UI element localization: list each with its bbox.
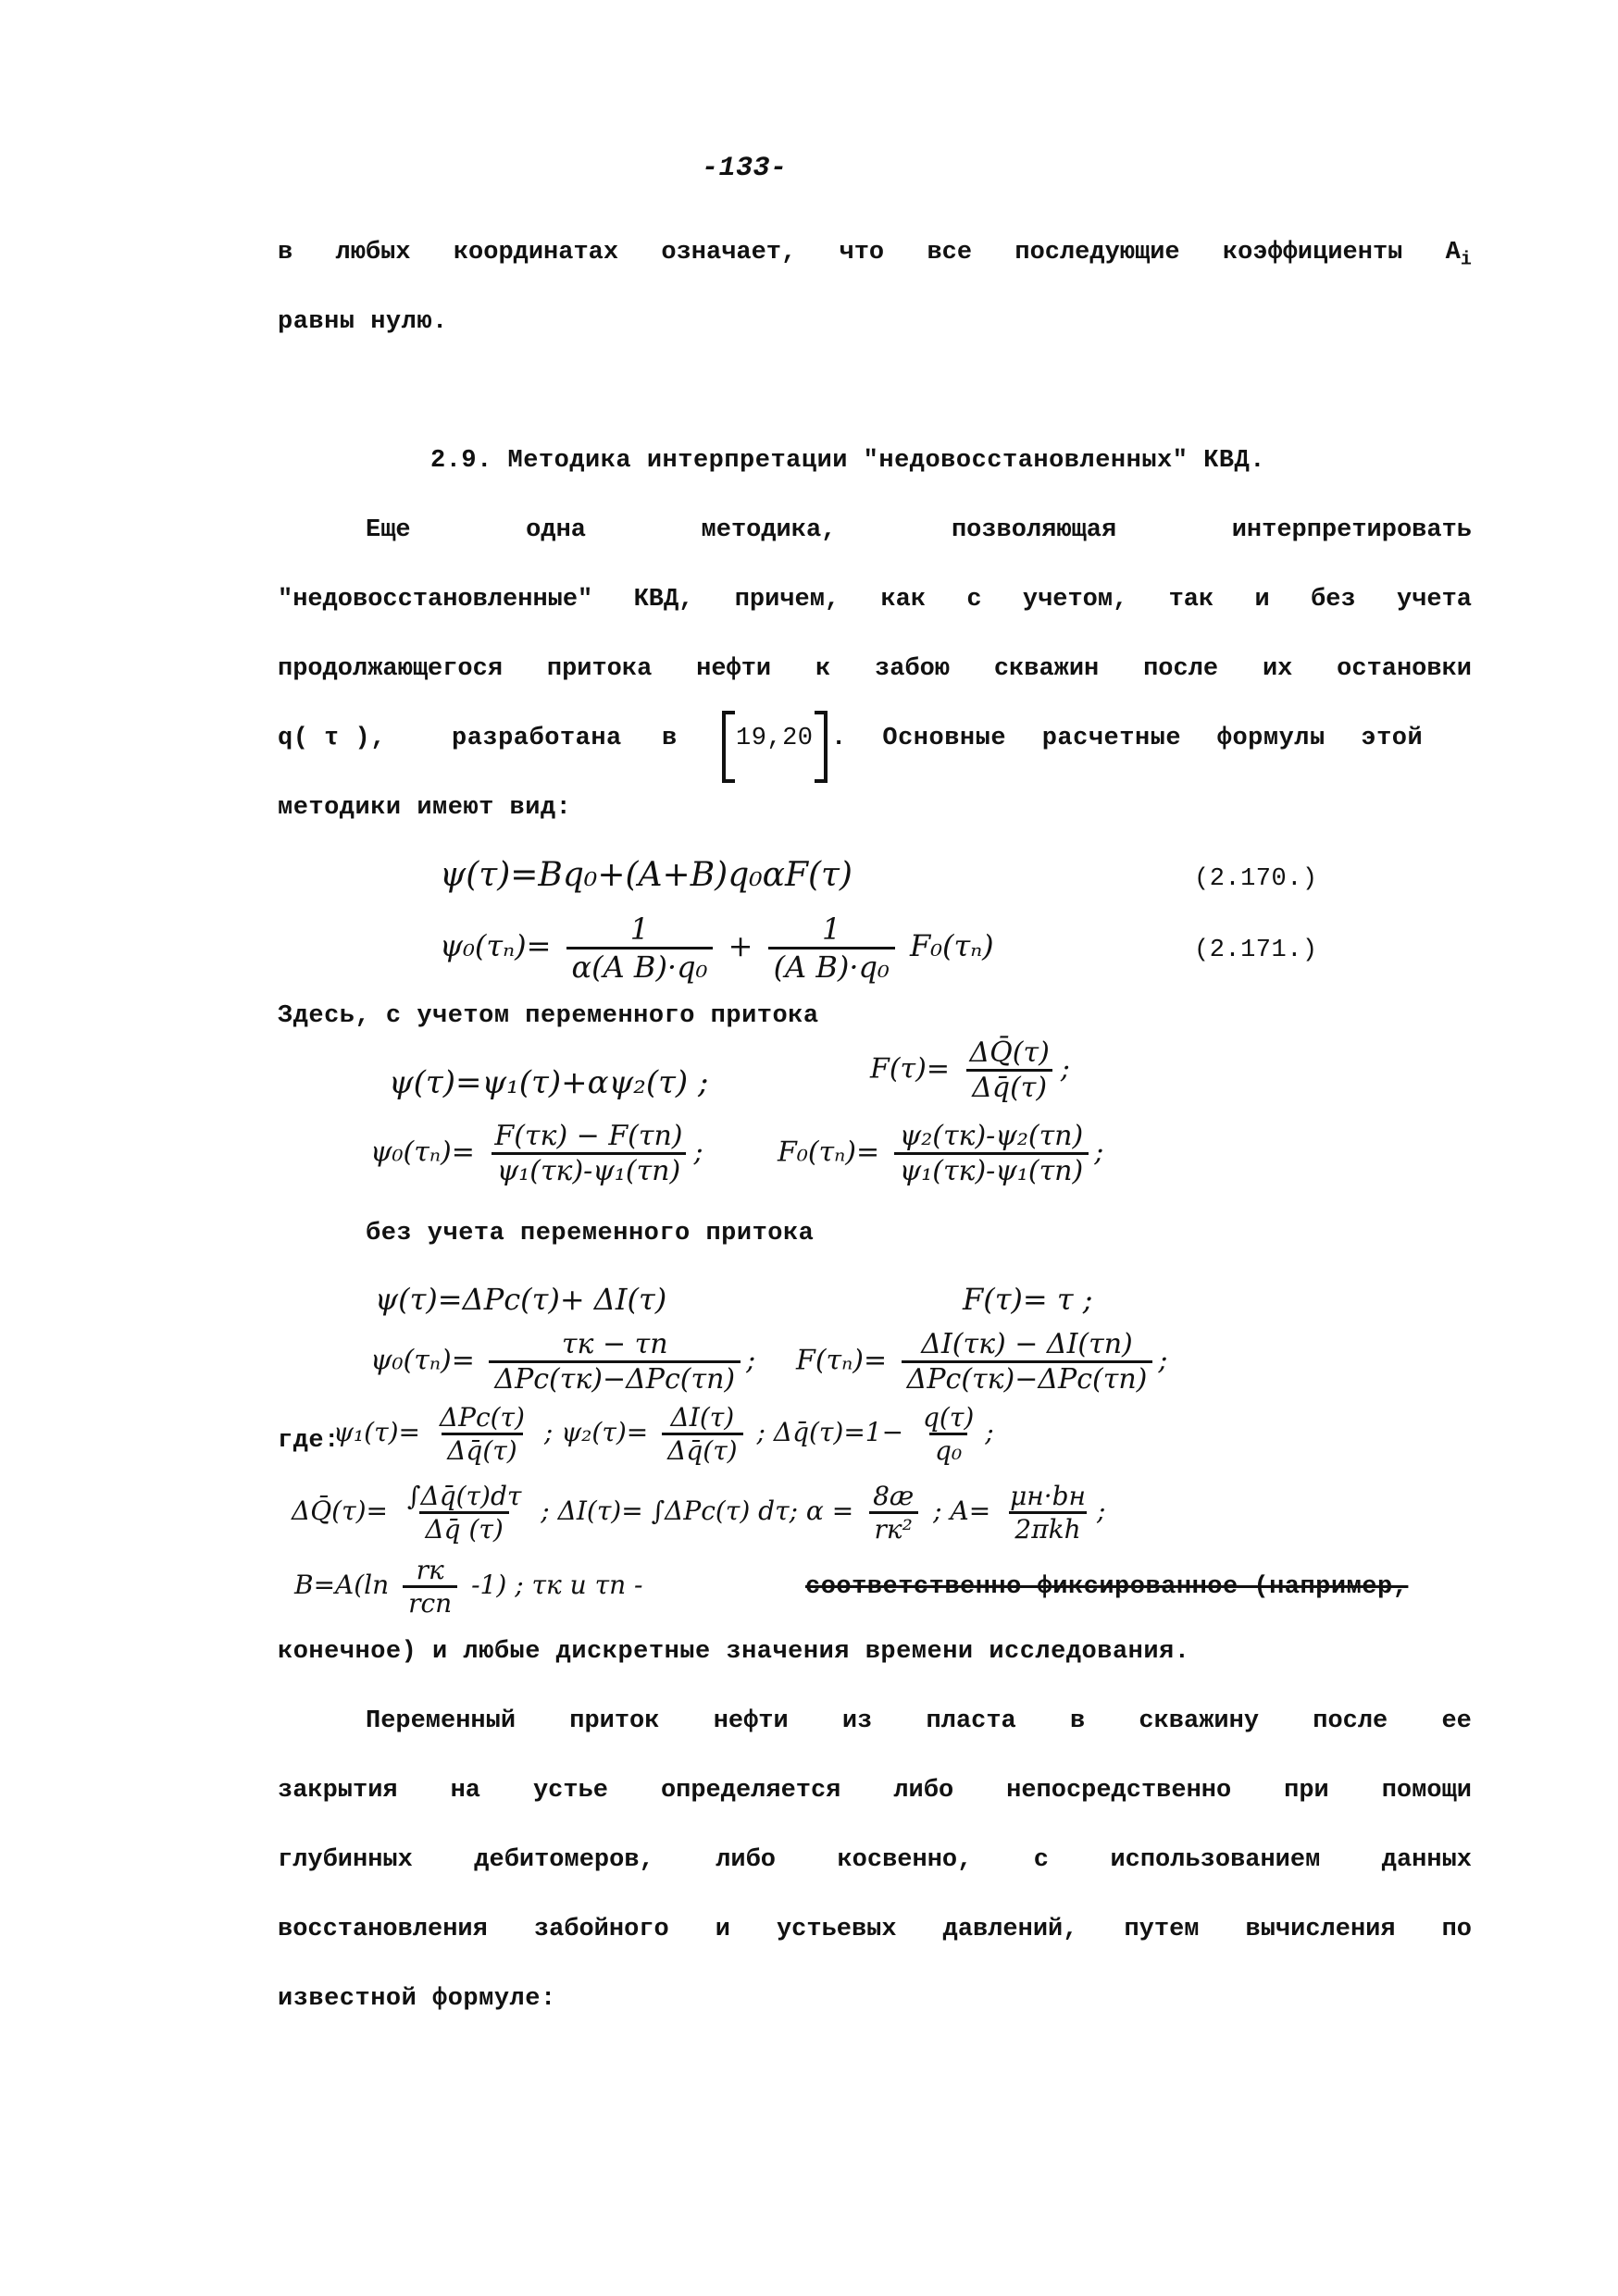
word: ее [1441, 1707, 1472, 1735]
word: с [966, 586, 982, 614]
word: в [1069, 1707, 1086, 1735]
word: и [1254, 586, 1270, 614]
text-line-p5: методики имеют вид: [278, 794, 572, 822]
equation-number-2-170: (2.170.) [1194, 865, 1318, 893]
text-here: Здесь, с учетом переменного притока [278, 1002, 819, 1030]
word: забойного [533, 1916, 669, 1943]
word: коэффициенты [1222, 239, 1403, 267]
reference-numbers: 19,20 [736, 725, 814, 752]
word: после [1143, 655, 1219, 683]
word: что [839, 239, 885, 267]
definitions-line-1: ψ₁(τ)= $\frac{\text{ΔPc(τ)}}{\Delta q̄(\tau)}$ ; ψ₂(τ)= $\frac{\Delta I(\tau)}{\Delta q̄(\tau)}$ ; Δq̄(τ)=1− $\frac{q(\tau)}{\text{q₀}}$ ; [333, 1402, 994, 1466]
word: как [880, 586, 927, 614]
word: КВД, [633, 586, 694, 614]
word: последующие [1014, 239, 1180, 267]
word: без [1311, 586, 1356, 614]
word: так [1168, 586, 1214, 614]
word: приток [569, 1707, 660, 1735]
equation-2-171: ψ₀(τₙ)= $\frac{1}{\text{α(A B)·q₀}}$ + $\frac{1}{\text{(A B)·q₀}}$ F₀(τₙ) [440, 912, 994, 985]
reference-bracket-left [722, 711, 735, 783]
word: их [1262, 655, 1293, 683]
word: по [1441, 1916, 1472, 1943]
word: помощи [1381, 1777, 1472, 1805]
word: нефти [713, 1707, 789, 1735]
equation-number-2-171: (2.171.) [1194, 937, 1318, 964]
text-line-q4 [278, 1916, 1472, 1943]
section-heading: 2.9. Методика интерпретации "недовосстановленных" КВД. [430, 447, 1265, 475]
formula-F: F(τ)= $\frac{\Delta Q̄(\tau)}{\Delta q̄(\tau)}$ ; [870, 1036, 1070, 1104]
word: учетом, [1022, 586, 1128, 614]
word: координатах [453, 239, 619, 267]
word: забою [875, 655, 951, 683]
text-line-p2 [278, 586, 1472, 614]
word: позволяющая [951, 516, 1117, 544]
formula-psi0-noflow: ψ₀(τₙ)= $\frac{\tau к - \tau n}{\text{ΔPc(τк)−ΔPc(τn)}}$ ; [370, 1328, 756, 1396]
word: Еще [366, 516, 411, 544]
reference-bracket-right [815, 711, 828, 783]
text-line-p4a: q( τ ), [278, 725, 386, 752]
word: означает, [661, 239, 797, 267]
word: глубинных [278, 1846, 413, 1874]
text-line-q3 [278, 1846, 1472, 1874]
formula-F0: F₀(τₙ)= $\frac{\text{ψ₂(τк)-ψ₂(τn)}}{\text{ψ₁(τк)-ψ₁(τn)}}$ ; [778, 1120, 1104, 1187]
text-line-1 [278, 239, 1472, 270]
word: нефти [696, 655, 772, 683]
word: остановки [1337, 655, 1472, 683]
word: скважину [1139, 1707, 1260, 1735]
word: из [841, 1707, 873, 1735]
word: любых [335, 239, 411, 267]
word: продолжающегося [278, 655, 504, 683]
word: использованием [1110, 1846, 1321, 1874]
word: и [715, 1916, 730, 1943]
word: с [1033, 1846, 1049, 1874]
word: косвенно, [837, 1846, 973, 1874]
word: закрытия [278, 1777, 398, 1805]
text-line-last1: конечное) и любые дискретные значения времени исследования. [278, 1638, 1190, 1666]
text-line-p3 [278, 655, 1472, 683]
text-line-2: равны нулю. [278, 308, 448, 336]
word: на [450, 1777, 480, 1805]
text-line-p4d: . Основные расчетные формулы этой [831, 725, 1424, 752]
word: причем, [734, 586, 840, 614]
formula-psi0: ψ₀(τₙ)= $\frac{F(\tau к) - F(\tau n)}{\text{ψ₁(τк)-ψ₁(τn)}}$ ; [370, 1120, 703, 1187]
word: все [927, 239, 973, 267]
text-line-p4b: разработана [452, 725, 622, 752]
word: непосредственно [1006, 1777, 1232, 1805]
word: определяется [660, 1777, 841, 1805]
word: данных [1381, 1846, 1472, 1874]
definitions-line-2: ΔQ̄(τ)= $\frac{\int\Delta q̄(\tau)d\tau}{\Delta q̄ (\tau)}$ ; ΔI(τ)= ∫ΔPc(τ) dτ; α = $\frac{8æ}{\text{rк²}}$ ; A= $\frac{\mu н\cdot bн}{\text{2πkh}}$ ; [292, 1481, 1106, 1545]
word: давлений, [942, 1916, 1078, 1943]
where-label: где: [278, 1427, 340, 1455]
word: учета [1396, 586, 1472, 614]
equation-2-170: ψ(τ)=Bq₀+(A+B)q₀αF(τ) [440, 856, 853, 894]
word: путем [1124, 1916, 1200, 1943]
word: либо [893, 1777, 954, 1805]
formula-Fn-noflow: F(τₙ)= $\frac{\Delta I(\tau к) - \Delta I(\tau n)}{\text{ΔPc(τк)−ΔPc(τn)}}$ ; [796, 1328, 1168, 1396]
word: после [1313, 1707, 1388, 1735]
page-number: -133- [702, 153, 788, 184]
word: либо [716, 1846, 777, 1874]
word: дебитомеров, [474, 1846, 654, 1874]
word: Переменный [366, 1707, 517, 1735]
text-line-p4c: в [662, 725, 678, 752]
word: одна [526, 516, 586, 544]
word: скважин [993, 655, 1100, 683]
word: при [1284, 1777, 1329, 1805]
word: восстановления [278, 1916, 488, 1943]
word: к [815, 655, 831, 683]
formula-F-noflow: F(τ)= τ ; [963, 1282, 1093, 1317]
text-without: без учета переменного притока [366, 1220, 815, 1247]
formula-psi-noflow: ψ(τ)=ΔPc(τ)+ ΔI(τ) [375, 1282, 667, 1317]
text-line-q1 [366, 1707, 1472, 1735]
word: пласта [926, 1707, 1016, 1735]
text-line-q2 [278, 1777, 1472, 1805]
word: "недовосстановленные" [278, 586, 593, 614]
formula-psi: ψ(τ)=ψ₁(τ)+αψ₂(τ) ; [389, 1064, 709, 1101]
word: устье [532, 1777, 608, 1805]
text-line-q5: известной формуле: [278, 1985, 556, 2013]
word: устьевых [776, 1916, 897, 1943]
definitions-line-3: B=A(ln $\frac{rк}{\text{rcn}}$ -1) ; τк и τn - [294, 1555, 643, 1619]
coef-a: $A_i$ [1445, 239, 1472, 271]
word: интерпретировать [1231, 516, 1472, 544]
text-line-p1 [366, 516, 1472, 544]
word: притока [546, 655, 653, 683]
struck-text: соответственно фиксированное (например, [805, 1573, 1409, 1601]
word: вычисления [1245, 1916, 1396, 1943]
word: в [278, 239, 293, 267]
word: методика, [701, 516, 837, 544]
